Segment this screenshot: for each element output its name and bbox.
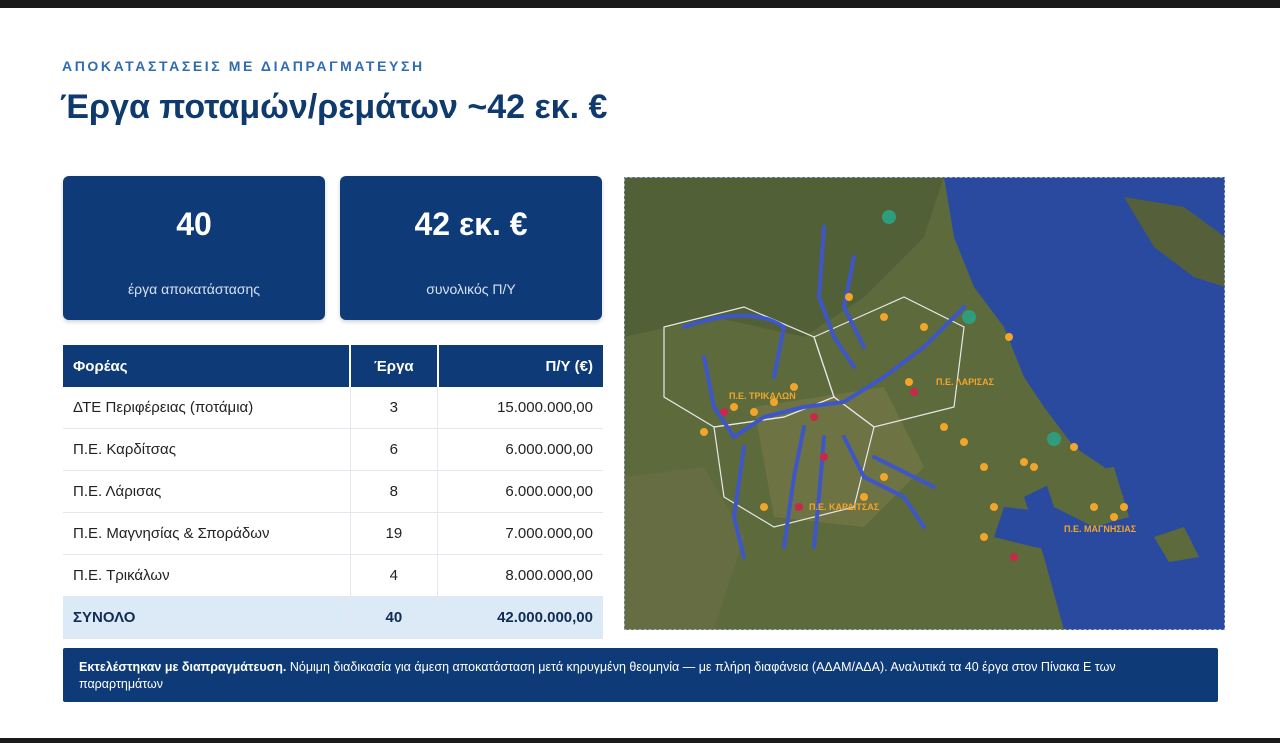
project-marker	[940, 423, 948, 431]
section-eyebrow: ΑΠΟΚΑΤΑΣΤΑΣΕΙΣ ΜΕ ΔΙΑΠΡΑΓΜΑΤΕΥΣΗ	[62, 58, 425, 74]
project-marker	[980, 533, 988, 541]
cell-agency: Π.Ε. Τρικάλων	[63, 555, 350, 597]
project-marker	[860, 493, 868, 501]
project-marker	[880, 473, 888, 481]
table-row	[63, 555, 603, 597]
project-marker	[730, 403, 738, 411]
map-label-karditsa: Π.Ε. ΚΑΡΔΙΤΣΑΣ	[809, 502, 880, 512]
project-marker	[880, 313, 888, 321]
table-row	[63, 387, 603, 429]
cell-count: 4	[350, 555, 437, 597]
cell-agency: Π.Ε. Καρδίτσας	[63, 429, 350, 471]
project-marker	[750, 408, 758, 416]
stat-card-projects	[63, 176, 325, 320]
project-marker	[700, 428, 708, 436]
column-header-agency: Φορέας	[63, 345, 350, 387]
cell-count: 8	[350, 471, 437, 513]
cell-count: 19	[350, 513, 437, 555]
page-title: Έργα ποταμών/ρεμάτων ~42 εκ. €	[60, 88, 608, 126]
park-pin-icon	[882, 210, 896, 224]
damage-marker	[1010, 553, 1018, 561]
cell-budget: 15.000.000,00	[438, 387, 604, 429]
map-svg	[624, 177, 1225, 630]
cell-total-label: ΣΥΝΟΛΟ	[63, 597, 350, 639]
bottom-frame-bar	[0, 738, 1280, 743]
cell-agency: Π.Ε. Λάρισας	[63, 471, 350, 513]
table-row	[63, 429, 603, 471]
cell-total-count: 40	[350, 597, 437, 639]
damage-marker	[910, 388, 918, 396]
cell-count: 6	[350, 429, 437, 471]
project-marker	[1005, 333, 1013, 341]
project-marker	[1090, 503, 1098, 511]
park-pin-icon	[962, 310, 976, 324]
stat-card-budget	[340, 176, 602, 320]
damage-marker	[795, 503, 803, 511]
project-marker	[845, 293, 853, 301]
stat-label: συνολικός Π/Υ	[426, 281, 516, 297]
project-marker	[905, 378, 913, 386]
table-row	[63, 471, 603, 513]
table-row	[63, 513, 603, 555]
project-marker	[1020, 458, 1028, 466]
table-header-row	[63, 345, 603, 387]
project-marker	[960, 438, 968, 446]
project-marker	[990, 503, 998, 511]
footer-note	[63, 648, 1218, 702]
project-marker	[1070, 443, 1078, 451]
stat-label: έργα αποκατάστασης	[127, 281, 261, 297]
cell-agency: ΔΤΕ Περιφέρειας (ποτάμια)	[63, 387, 350, 429]
footer-note-bold: Εκτελέστηκαν με διαπραγμάτευση.	[79, 660, 287, 674]
top-frame-bar	[0, 0, 1280, 8]
cell-total-budget: 42.000.000,00	[438, 597, 604, 639]
cell-budget: 6.000.000,00	[438, 471, 604, 513]
cell-count: 3	[350, 387, 437, 429]
stat-value: 40	[176, 206, 212, 242]
column-header-count: Έργα	[350, 345, 437, 387]
map-label-trikala: Π.Ε. ΤΡΙΚΑΛΩΝ	[729, 391, 796, 401]
projects-map[interactable]	[624, 177, 1225, 630]
projects-table	[63, 345, 603, 639]
project-marker	[980, 463, 988, 471]
damage-marker	[720, 408, 728, 416]
park-pin-icon	[1047, 432, 1061, 446]
map-label-larisa: Π.Ε. ΛΑΡΙΣΑΣ	[936, 377, 994, 387]
footer-note-text: Νόμιμη διαδικασία για άμεση αποκατάσταση μετά κηρυγμένη θεομηνία — με πλήρη διαφάνεια (ΑΔΑΜ/ΑΔΑ). Αναλυτικά τα 40 έργα στον Πίνακα Ε των παραρτημάτων	[79, 660, 1116, 691]
project-marker	[790, 383, 798, 391]
cell-budget: 7.000.000,00	[438, 513, 604, 555]
map-label-magnisia: Π.Ε. ΜΑΓΝΗΣΙΑΣ	[1064, 524, 1137, 534]
column-header-budget: Π/Υ (€)	[438, 345, 604, 387]
table-total-row	[63, 597, 603, 639]
damage-marker	[820, 453, 828, 461]
cell-budget: 6.000.000,00	[438, 429, 604, 471]
project-marker	[760, 503, 768, 511]
project-marker	[920, 323, 928, 331]
project-marker	[1030, 463, 1038, 471]
cell-agency: Π.Ε. Μαγνησίας & Σποράδων	[63, 513, 350, 555]
stat-value: 42 εκ. €	[414, 206, 528, 242]
cell-budget: 8.000.000,00	[438, 555, 604, 597]
project-marker	[1120, 503, 1128, 511]
project-marker	[1110, 513, 1118, 521]
damage-marker	[810, 413, 818, 421]
